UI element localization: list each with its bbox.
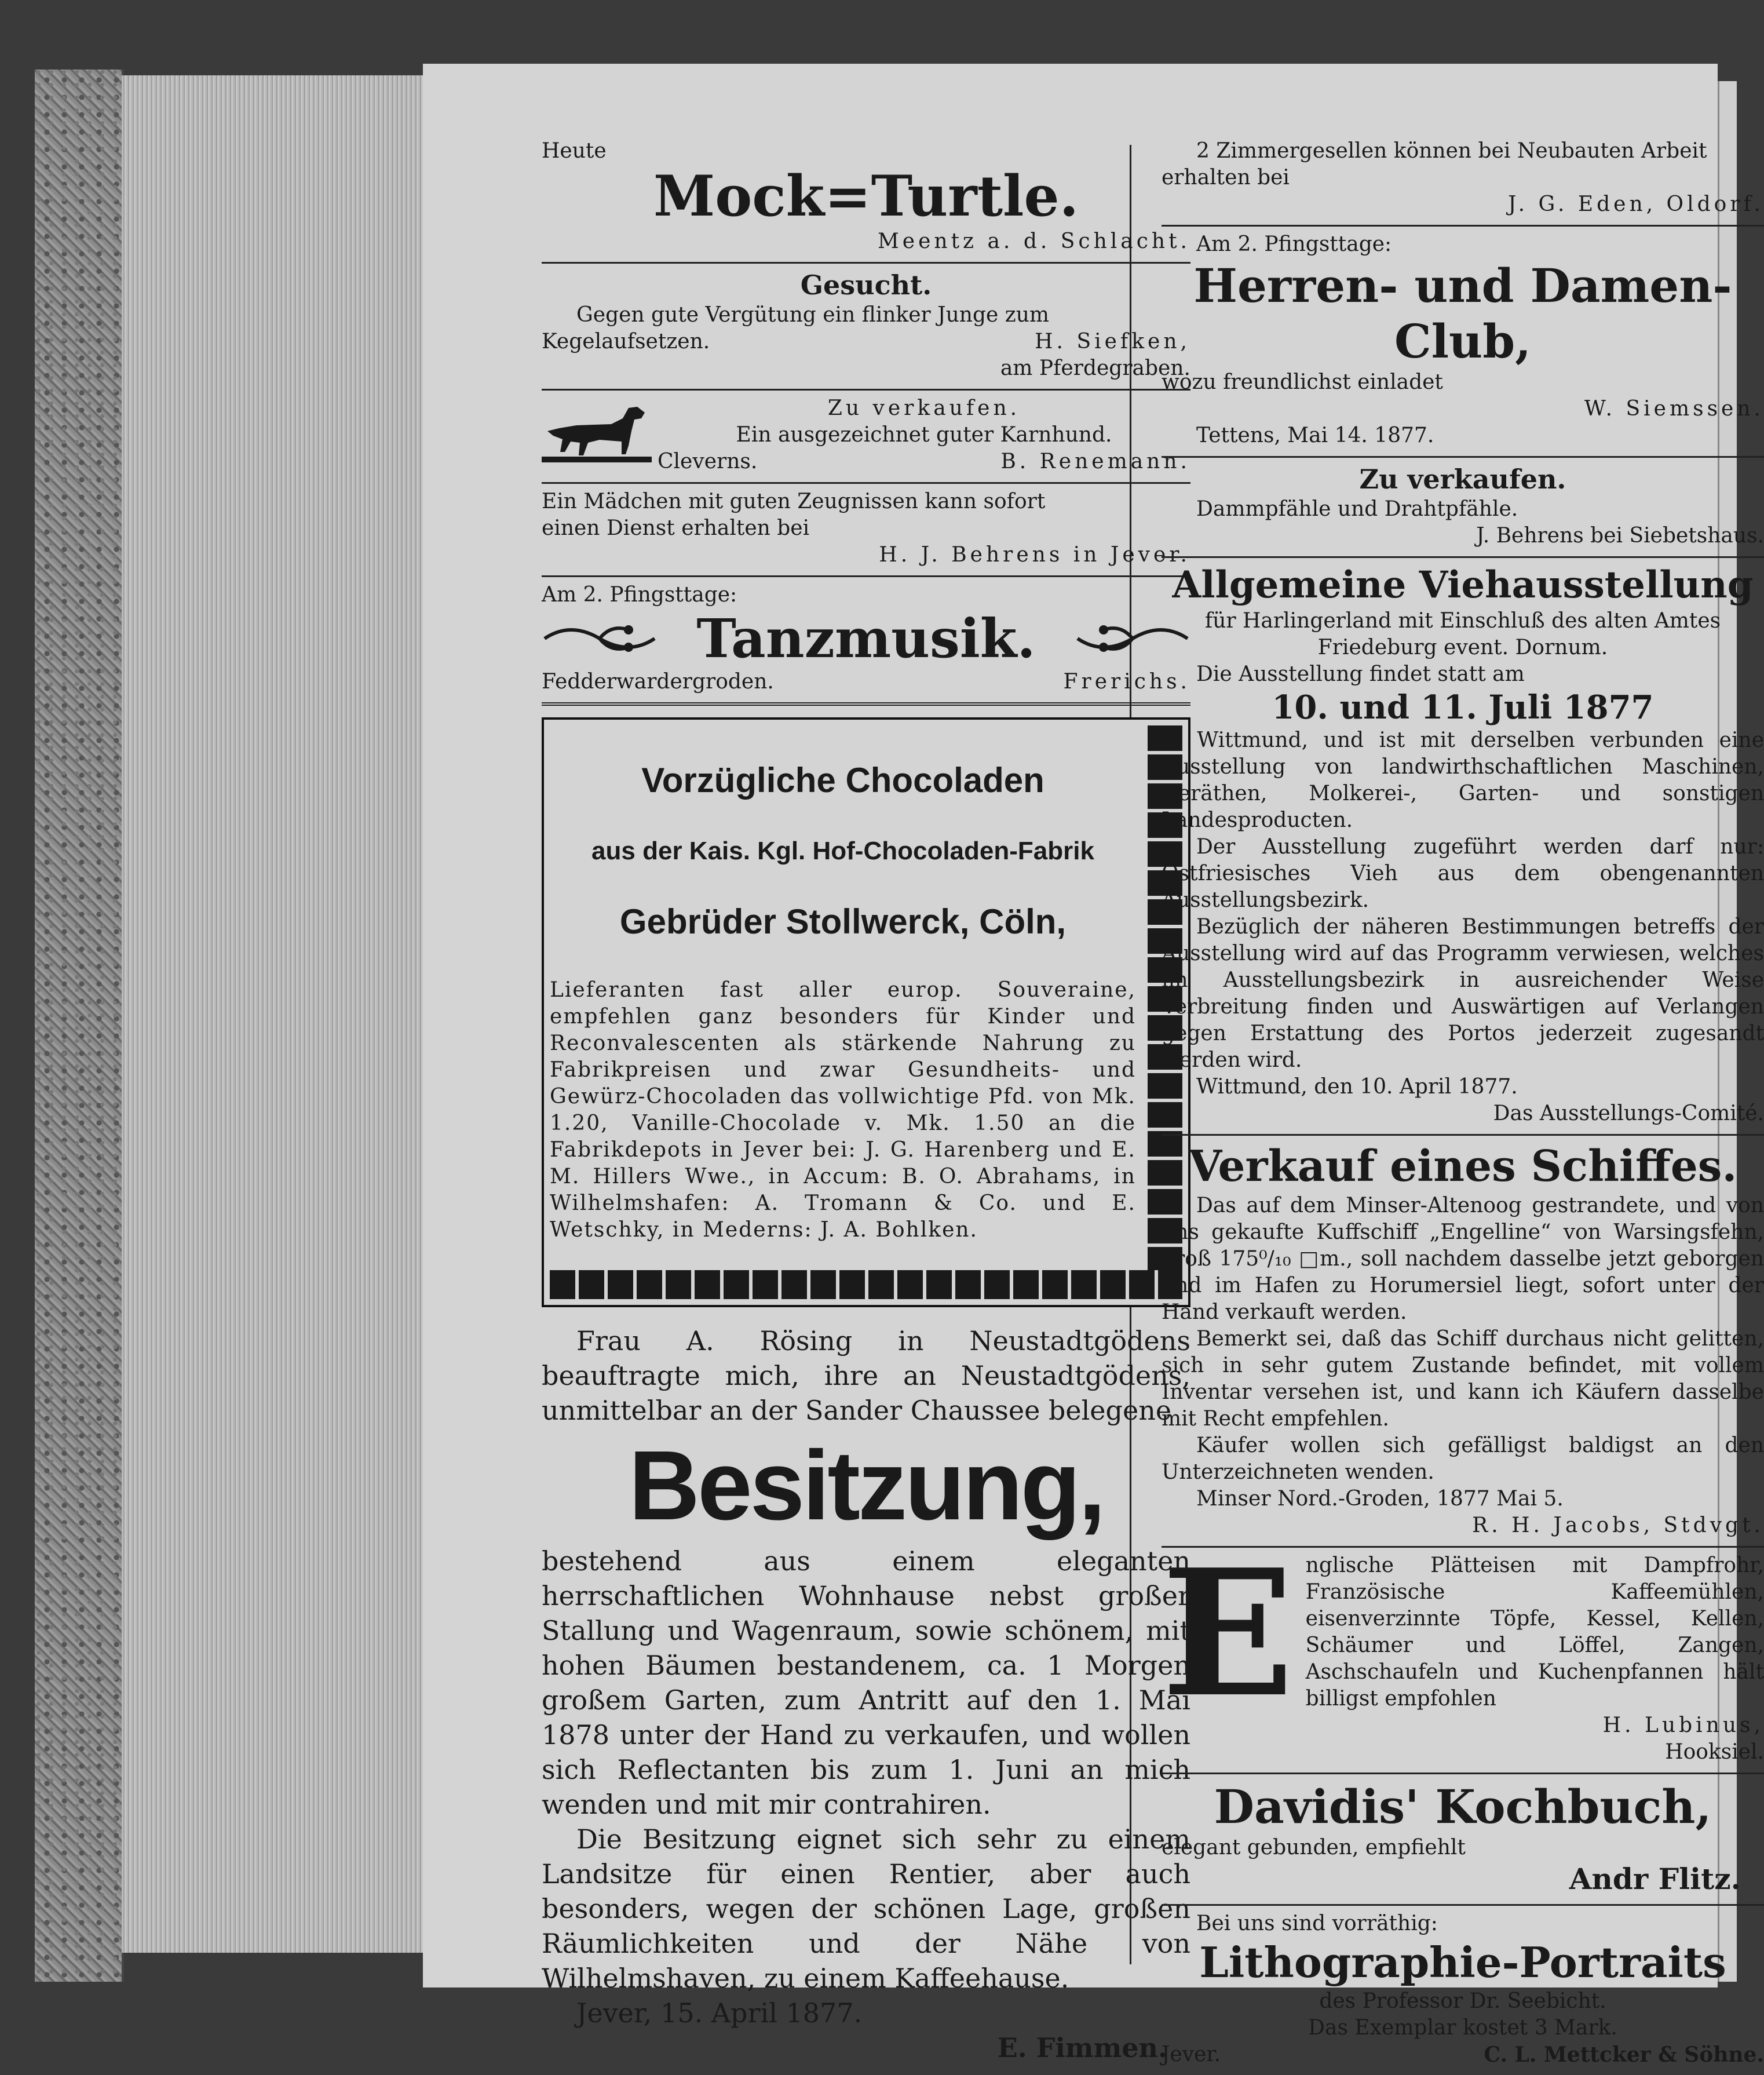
left-column	[542, 133, 1190, 2072]
ad-text: Cleverns.	[658, 450, 758, 473]
ad-intro: Frau A. Rösing in Neustadtgödens beauftragte mich, ihre an Neustadtgödens, unmittelbar an der Sander Chaussee belegene	[542, 1325, 1190, 1426]
ad-title: Vorzügliche Chocoladen	[641, 761, 1044, 800]
ad-signature: J. Behrens bei Siebetshaus.	[1476, 524, 1764, 548]
ad-company: Gebrüder Stollwerck, Cöln,	[619, 902, 1067, 941]
ad-chocoladen	[542, 717, 1190, 1307]
newspaper-page	[423, 64, 1764, 2067]
ad-text: Gegen gute Vergütung ein flinker Junge zum	[576, 303, 1050, 327]
ad-pretitle: Am 2. Pfingsttage:	[1196, 232, 1392, 256]
ad-title: Mock=Turtle.	[653, 163, 1079, 229]
ad-text: Ein ausgezeichnet guter Karnhund.	[736, 423, 1112, 447]
ad-title: Zu verkaufen.	[827, 396, 1021, 420]
ad-signature: C. L. Mettcker & Söhne.	[1484, 2043, 1764, 2067]
ad-text: Lieferanten fast aller europ. Souveraine, empfehlen ganz besonders für Kinder und Reconvalescenten als stärkende Nahrung zu Fabrikpreisen und zwar Gesundheits- und Gewürz-Chocoladen das vollwichtige Pfd. von Mk. 1.20, Vanille-Chocolade v. Mk. 1.50 an die Fabrikdepots in Jever bei: J. G. Harenberg und E. M. Hillers Wwe., in Accum: B. O. Abrahams, in Wilhelmshafen: A. Tromann & Co. und E. Wetschky, in Mederns: J. A. Bohlken.	[550, 978, 1136, 1242]
ad-title: Zu verkaufen.	[1359, 464, 1566, 495]
ad-title: Davidis' Kochbuch,	[1214, 1779, 1712, 1834]
ad-besitzung	[542, 1319, 1190, 2072]
ad-signature: B. Renemann.	[1000, 450, 1190, 473]
ad-address: am Pferdegraben.	[1000, 356, 1190, 380]
ad-pretitle: Heute	[542, 139, 607, 163]
ad-title: Verkauf eines Schiffes.	[1188, 1142, 1737, 1191]
ad-text: elegant gebunden, empfiehlt	[1162, 1836, 1466, 1859]
ad-text: Bezüglich der näheren Bestimmungen betreffs der Ausstellung wird auf das Programm verwiesen, welches im Ausstellungsbezirk in ausreichender Weise Verbreitung finden und Auswärtigen auf Verlangen gegen Erstattung des Portos jederzeit zugesandt werden wird.	[1162, 915, 1764, 1072]
ad-signature: H. Lubinus,	[1602, 1713, 1764, 1737]
ad-text: nglische Plätteisen mit Dampfrohr, Französische Kaffeemühlen, eisenverzinnte Töpfe, Kessel, Kellen, Schäumer und Löffel, Zangen, Aschschaufeln und Kuchenpfannen hält billigst empfohlen	[1305, 1553, 1764, 1711]
ad-text: Der Ausstellung zugeführt werden darf nur: Ostfriesisches Vieh aus dem obengenannten Ausstellungsbezirk.	[1162, 835, 1764, 912]
ad-title: Gesucht.	[800, 269, 932, 301]
ad-dates: 10. und 11. Juli 1877	[1272, 688, 1654, 727]
ad-signature: R. H. Jacobs, Stdvgt.	[1472, 1514, 1764, 1537]
ad-kochbuch	[1162, 1774, 1764, 1906]
ad-zimmergesellen	[1162, 133, 1764, 227]
ad-title: Besitzung,	[629, 1431, 1104, 1541]
ad-text: Bemerkt sei, daß das Schiff durchaus nicht gelitten, sich in sehr gutem Zustande befindet, mit vollem Inventar versehen ist, und kann ich Käufern dasselbe mit Recht empfehlen.	[1162, 1327, 1764, 1431]
ad-text: Fedderwardergroden.	[542, 670, 774, 694]
ad-viehausstellung	[1162, 558, 1764, 1136]
ad-signature: J. G. Eden, Oldorf.	[1507, 192, 1764, 216]
ad-text: 2 Zimmergesellen können bei Neubauten Arbeit	[1196, 139, 1707, 163]
ad-date: Jever, 15. April 1877.	[576, 1997, 863, 2029]
ad-pretitle: Bei uns sind vorräthig:	[1196, 1912, 1438, 1935]
ad-mock-turtle	[542, 133, 1190, 264]
ad-title: Herren- und Damen-Club,	[1193, 258, 1732, 369]
ad-schiff	[1162, 1136, 1764, 1548]
ad-pretitle: Am 2. Pfingsttage:	[542, 583, 737, 607]
ad-signature: H. J. Behrens in Jever.	[879, 543, 1190, 567]
ad-signature: E. Fimmen.	[997, 2032, 1167, 2063]
ad-text: erhalten bei	[1162, 166, 1290, 189]
ad-title: Tanzmusik.	[696, 607, 1036, 670]
ad-text: in Wittmund, und ist mit derselben verbunden eine Ausstellung von landwirthschaftlichen Maschinen, Geräthen, Molkerei-, Garten- und sonstigen Landesproducten.	[1162, 728, 1764, 832]
ad-date: Tettens, Mai 14. 1877.	[1196, 424, 1434, 447]
ad-signature: Frerichs.	[1063, 670, 1190, 694]
book-binding	[35, 70, 124, 1982]
ad-text: wozu freundlichst einladet	[1162, 370, 1443, 394]
border-pattern	[550, 1270, 1182, 1299]
ad-text: Die Ausstellung findet statt am	[1196, 662, 1525, 686]
dog-icon	[542, 396, 652, 466]
ad-text: bestehend aus einem eleganten herrschaftlichen Wohnhause nebst großer Stallung und Wagenraum, sowie schönem, mit hohen Bäumen bestandenem, ca. 1 Morgen großem Garten, zum Antritt auf den 1. Mai 1878 unter der Hand zu verkaufen, und wollen sich Reflectanten bis zum 1. Juni an mich wenden und mit mir contrahiren.	[542, 1545, 1190, 1820]
ad-text: des Professor Dr. Seebicht.	[1319, 1989, 1606, 2013]
ad-subtitle: aus der Kais. Kgl. Hof-Chocoladen-Fabrik	[591, 837, 1094, 865]
ad-text: Das auf dem Minser-Altenoog gestrandete, und von uns gekaufte Kuffschiff „Engelline“ von Warsingsfehn, groß 175⁰/₁₀ □m., soll nachdem dasselbe jetzt geborgen und im Hafen zu Horumersiel liegt, sofort unter der Hand verkauft werden.	[1162, 1194, 1764, 1324]
ad-club	[1162, 227, 1764, 458]
ad-signature: W. Siemssen.	[1584, 397, 1764, 421]
ad-hund	[542, 391, 1190, 484]
ad-signature: Meentz a. d. Schlacht.	[877, 229, 1190, 253]
drop-cap: E	[1162, 1531, 1294, 1735]
ornament-left-icon	[542, 618, 658, 659]
ad-maedchen	[542, 484, 1190, 577]
ad-subtitle: für Harlingerland mit Einschluß des alten Amtes Friedeburg event. Dornum.	[1204, 609, 1721, 659]
ad-date: Wittmund, den 10. April 1877.	[1196, 1075, 1518, 1099]
right-column	[1162, 133, 1764, 2075]
ad-signature: Andr Flitz.	[1569, 1862, 1741, 1896]
ad-gesucht	[542, 264, 1190, 391]
ad-pfaehle	[1162, 458, 1764, 558]
ad-text: Kegelaufsetzen.	[542, 330, 710, 353]
ad-text: Die Besitzung eignet sich sehr zu einem Landsitze für einen Rentier, aber auch besonders, wegen der schönen Lage, großen Räumlichkeiten und der Nähe von Wilhelmshaven, zu einem Kaffeehause.	[542, 1824, 1190, 1994]
ad-date: Minser Nord.-Groden, 1877 Mai 5.	[1196, 1487, 1564, 1511]
ad-title: Allgemeine Viehausstellung	[1172, 563, 1754, 607]
ad-text: Käufer wollen sich gefälligst baldigst an den Unterzeichneten wenden.	[1162, 1434, 1764, 1484]
ad-text: Ein Mädchen mit guten Zeugnissen kann sofort	[542, 490, 1046, 513]
page-edges	[122, 75, 425, 1953]
ad-text: Jever.	[1162, 2043, 1221, 2066]
ad-signature: H. Siefken,	[1035, 330, 1190, 353]
ad-text: einen Dienst erhalten bei	[542, 516, 810, 540]
ad-tanzmusik	[542, 577, 1190, 706]
ad-plaetteisen	[1162, 1531, 1764, 1774]
ad-address: Hooksiel.	[1665, 1740, 1764, 1764]
ad-signature: Das Ausstellungs-Comité.	[1493, 1102, 1764, 1125]
ad-text: Das Exemplar kostet 3 Mark.	[1308, 2016, 1617, 2040]
ad-title: Lithographie-Portraits	[1199, 1938, 1726, 1987]
ad-text: Dammpfähle und Drahtpfähle.	[1196, 497, 1518, 521]
ad-lithographie	[1162, 1906, 1764, 2075]
